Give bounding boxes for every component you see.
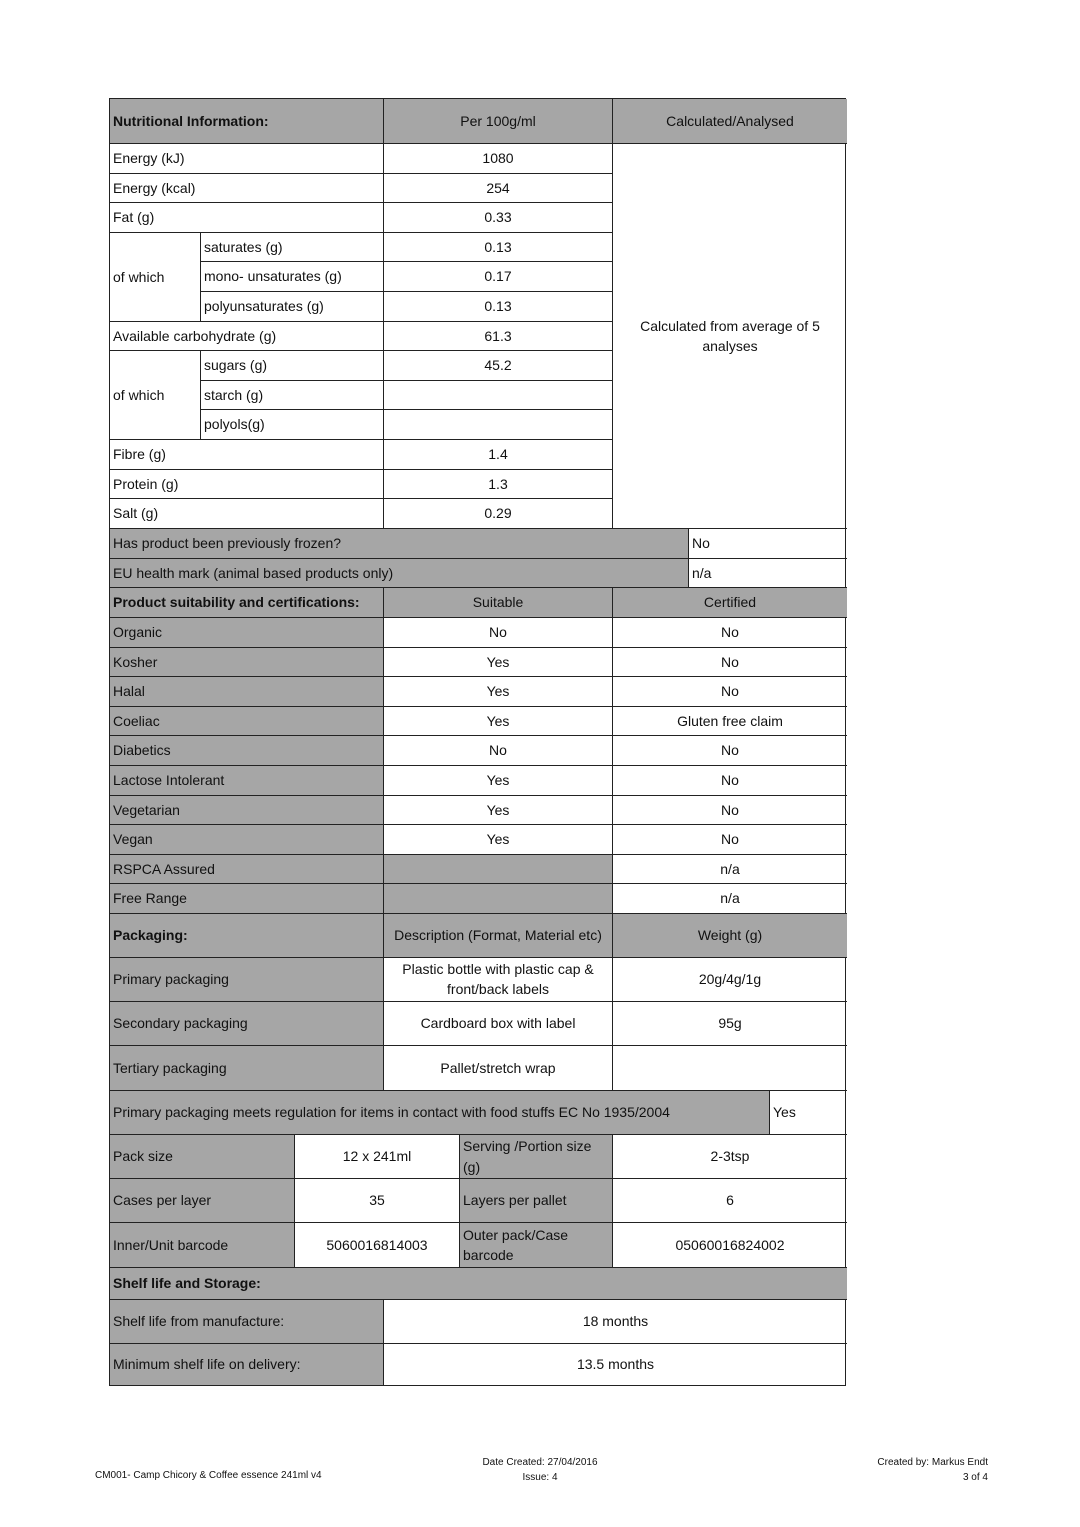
outer-barcode-value: 05060016824002 — [613, 1223, 847, 1268]
suitability-certified-diabetics: No — [613, 736, 847, 766]
packaging-desc-secondary: Cardboard box with label — [384, 1002, 613, 1046]
suitability-header-label: Product suitability and certifications: — [110, 588, 384, 618]
suitability-suitable-vegetarian: Yes — [384, 796, 613, 825]
suitability-suitable-free-range — [384, 884, 613, 914]
suitability-label-free-range: Free Range — [110, 884, 384, 914]
suitability-label-coeliac: Coeliac — [110, 707, 384, 736]
nutrition-header-label: Nutritional Information: — [110, 99, 384, 144]
footer-page-number: 3 of 4 — [962, 1472, 988, 1483]
suitability-certified-organic: No — [613, 618, 847, 648]
pack-size-label: Pack size — [110, 1135, 295, 1179]
footer-issue: Issue: 4 — [522, 1472, 558, 1483]
suitability-suitable-kosher: Yes — [384, 648, 613, 677]
serving-size-label: Serving /Portion size (g) — [460, 1135, 613, 1179]
footer-date-created: Date Created: 27/04/2016 — [482, 1457, 598, 1468]
nutrition-label-polyunsaturates: polyunsaturates (g) — [201, 292, 384, 322]
nutrition-value-sugars: 45.2 — [384, 351, 613, 381]
suitability-header-suitable: Suitable — [384, 588, 613, 618]
inner-barcode-label: Inner/Unit barcode — [110, 1223, 295, 1268]
layers-per-pallet-label: Layers per pallet — [460, 1179, 613, 1223]
nutrition-value-polyols — [384, 410, 613, 440]
nutrition-label-polyols: polyols(g) — [201, 410, 384, 440]
suitability-certified-kosher: No — [613, 648, 847, 677]
packaging-weight-tertiary — [613, 1046, 847, 1091]
packaging-header-weight: Weight (g) — [613, 914, 847, 958]
nutrition-label-salt: Salt (g) — [110, 499, 384, 529]
suitability-label-organic: Organic — [110, 618, 384, 648]
packaging-header-label: Packaging: — [110, 914, 384, 958]
nutrition-header-per100: Per 100g/ml — [384, 99, 613, 144]
cases-per-layer-value: 35 — [295, 1179, 460, 1223]
nutrition-value-protein: 1.3 — [384, 470, 613, 499]
nutrition-value-saturates: 0.13 — [384, 233, 613, 262]
nutrition-value-mono-unsaturates: 0.17 — [384, 262, 613, 292]
packaging-desc-tertiary: Pallet/stretch wrap — [384, 1046, 613, 1091]
nutrition-value-starch — [384, 381, 613, 410]
min-shelf-life-value: 13.5 months — [576, 1356, 655, 1373]
packaging-label-secondary: Secondary packaging — [110, 1002, 384, 1046]
suitability-certified-vegan: No — [613, 825, 847, 855]
packaging-label-primary: Primary packaging — [110, 958, 384, 1002]
nutrition-of-which-fat: of which — [110, 233, 201, 322]
packaging-header-desc: Description (Format, Material etc) — [384, 914, 613, 958]
inner-barcode-value: 5060016814003 — [295, 1223, 460, 1268]
frozen-question: Has product been previously frozen? — [110, 529, 689, 559]
packaging-desc-primary: Plastic bottle with plastic cap & front/back labels — [384, 958, 613, 1002]
nutrition-label-energy-kcal: Energy (kcal) — [110, 174, 384, 203]
suitability-suitable-vegan: Yes — [384, 825, 613, 855]
suitability-certified-vegetarian: No — [613, 796, 847, 825]
nutrition-label-protein: Protein (g) — [110, 470, 384, 499]
suitability-label-vegan: Vegan — [110, 825, 384, 855]
packaging-weight-secondary: 95g — [613, 1002, 847, 1046]
suitability-certified-halal: No — [613, 677, 847, 707]
shelf-life-value: 18 months — [384, 1300, 847, 1344]
packaging-label-tertiary: Tertiary packaging — [110, 1046, 384, 1091]
layers-per-pallet-value: 6 — [613, 1179, 847, 1223]
outer-barcode-label: Outer pack/Case barcode — [460, 1223, 613, 1268]
suitability-label-lactose: Lactose Intolerant — [110, 766, 384, 796]
nutrition-of-which-carbs: of which — [110, 351, 201, 440]
spec-sheet-table — [109, 98, 846, 1386]
suitability-certified-free-range: n/a — [613, 884, 847, 914]
nutrition-label-energy-kj: Energy (kJ) — [110, 144, 384, 174]
nutrition-label-sugars: sugars (g) — [201, 351, 384, 381]
packaging-regulation-label: Primary packaging meets regulation for items in contact with food stuffs EC No 1935/2004 — [110, 1091, 770, 1135]
suitability-suitable-diabetics: No — [384, 736, 613, 766]
suitability-suitable-lactose: Yes — [384, 766, 613, 796]
nutrition-value-polyunsaturates: 0.13 — [384, 292, 613, 322]
suitability-label-halal: Halal — [110, 677, 384, 707]
suitability-certified-coeliac: Gluten free claim — [613, 707, 847, 736]
nutrition-label-fibre: Fibre (g) — [110, 440, 384, 470]
suitability-suitable-coeliac: Yes — [384, 707, 613, 736]
eu-mark-question: EU health mark (animal based products only) — [110, 559, 689, 588]
packaging-regulation-value: Yes — [770, 1091, 847, 1135]
nutrition-label-starch: starch (g) — [201, 381, 384, 410]
cases-per-layer-label: Cases per layer — [110, 1179, 295, 1223]
footer-date-block — [440, 1455, 640, 1485]
suitability-label-kosher: Kosher — [110, 648, 384, 677]
nutrition-label-mono-unsaturates: mono- unsaturates (g) — [201, 262, 384, 292]
serving-size-value: 2-3tsp — [613, 1135, 847, 1179]
nutrition-label-fat: Fat (g) — [110, 203, 384, 233]
nutrition-value-energy-kj: 1080 — [384, 144, 613, 174]
packaging-weight-primary: 20g/4g/1g — [613, 958, 847, 1002]
suitability-label-rspca: RSPCA Assured — [110, 855, 384, 884]
nutrition-value-energy-kcal: 254 — [384, 174, 613, 203]
nutrition-header-calc: Calculated/Analysed — [613, 99, 847, 144]
suitability-suitable-halal: Yes — [384, 677, 613, 707]
suitability-certified-lactose: No — [613, 766, 847, 796]
shelf-header: Shelf life and Storage: — [110, 1268, 847, 1300]
min-shelf-life-label: Minimum shelf life on delivery: — [110, 1344, 384, 1385]
nutrition-value-salt: 0.29 — [384, 499, 613, 529]
suitability-suitable-rspca — [384, 855, 613, 884]
footer-created-by: Created by: Markus Endt — [877, 1457, 988, 1468]
nutrition-label-carbohydrate: Available carbohydrate (g) — [110, 322, 384, 351]
nutrition-value-fibre: 1.4 — [384, 440, 613, 470]
suitability-label-diabetics: Diabetics — [110, 736, 384, 766]
footer-author-block — [788, 1455, 988, 1485]
eu-mark-answer: n/a — [689, 559, 847, 588]
pack-size-value: 12 x 241ml — [295, 1135, 460, 1179]
nutrition-value-carbohydrate: 61.3 — [384, 322, 613, 351]
nutrition-value-fat: 0.33 — [384, 203, 613, 233]
footer-document-name: CM001- Camp Chicory & Coffee essence 241ml v4 — [95, 1470, 322, 1481]
suitability-header-certified: Certified — [613, 588, 847, 618]
suitability-label-vegetarian: Vegetarian — [110, 796, 384, 825]
frozen-answer: No — [689, 529, 847, 559]
nutrition-label-saturates: saturates (g) — [201, 233, 384, 262]
suitability-suitable-organic: No — [384, 618, 613, 648]
suitability-certified-rspca: n/a — [613, 855, 847, 884]
nutrition-calc-note: Calculated from average of 5 analyses — [613, 144, 847, 529]
shelf-life-label: Shelf life from manufacture: — [110, 1300, 384, 1344]
